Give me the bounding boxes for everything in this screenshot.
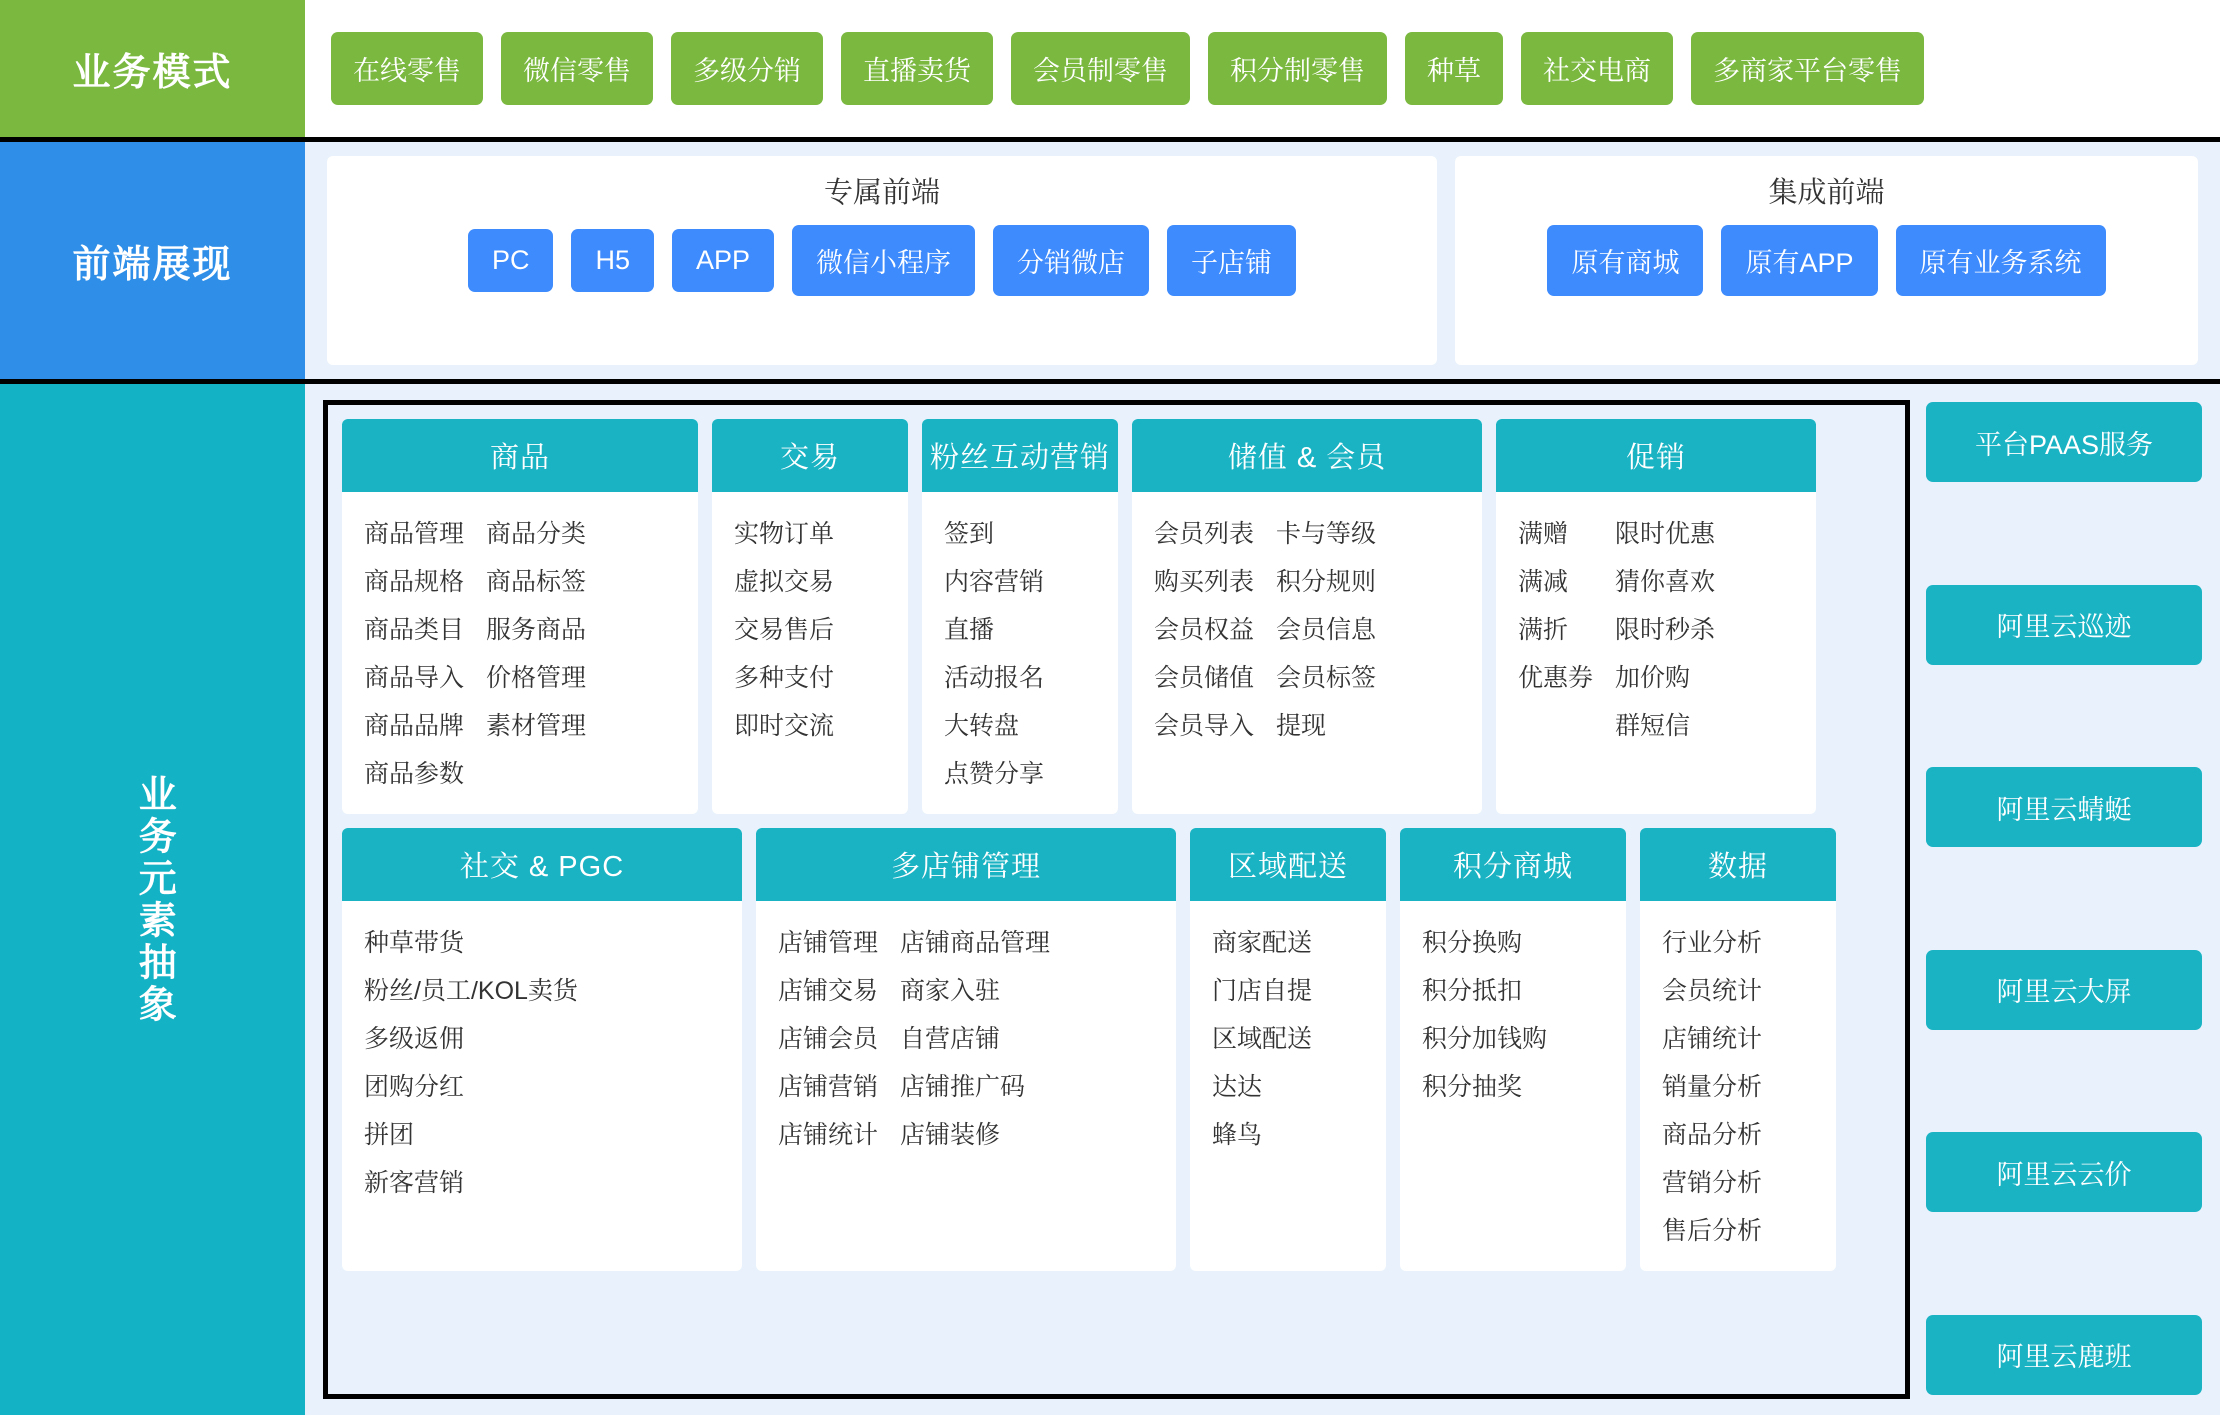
module-title-multishop: 多店铺管理: [756, 828, 1176, 901]
module-item[interactable]: 商品管理: [364, 520, 465, 548]
module-item[interactable]: 种草带货: [364, 929, 465, 957]
module-column: [1518, 510, 1593, 750]
module-item[interactable]: 店铺统计: [778, 1121, 879, 1149]
module-column: [1276, 510, 1376, 750]
module-body-fan-marketing: [922, 492, 1118, 814]
rail-chip-luban[interactable]: 阿里云鹿班: [1926, 1315, 2202, 1395]
module-item[interactable]: 会员储值: [1154, 664, 1255, 692]
module-item[interactable]: 团购分红: [364, 1073, 465, 1101]
module-card-promotion: [1496, 419, 1816, 814]
module-card-trade: [712, 419, 908, 814]
module-item[interactable]: 直播: [944, 616, 995, 644]
module-column: [1615, 510, 1715, 750]
module-column: [486, 510, 586, 798]
module-column: [900, 919, 1050, 1159]
module-card-goods: [342, 419, 698, 814]
module-item[interactable]: 活动报名: [944, 664, 1045, 692]
business-model-chip[interactable]: 在线零售: [331, 32, 483, 105]
module-item[interactable]: 区域配送: [1212, 1025, 1313, 1053]
frontend-chip-pc[interactable]: PC: [468, 229, 554, 292]
module-title-trade: 交易: [712, 419, 908, 492]
module-item[interactable]: 加价购: [1615, 664, 1691, 692]
module-item[interactable]: 猜你喜欢: [1615, 568, 1716, 596]
module-title-social-pgc: 社交 & PGC: [342, 828, 742, 901]
module-title-data: 数据: [1640, 828, 1836, 901]
dedicated-frontend-chip-list: [468, 225, 1296, 296]
business-elements-body: [305, 384, 2220, 1415]
module-item[interactable]: 粉丝/员工/KOL卖货: [364, 977, 578, 1005]
module-item[interactable]: 拼团: [364, 1121, 415, 1149]
integrated-frontend-panel: [1455, 156, 2198, 365]
frontend-chip-existing-mall[interactable]: 原有商城: [1547, 225, 1703, 296]
module-column: [1154, 510, 1254, 750]
module-item[interactable]: 商品导入: [364, 664, 465, 692]
business-elements-label: [0, 384, 305, 1415]
dedicated-frontend-title: 专属前端: [823, 177, 940, 209]
frontend-chip-existing-system[interactable]: 原有业务系统: [1896, 225, 2106, 296]
module-item[interactable]: 优惠券: [1518, 664, 1594, 692]
frontend-panels: [305, 142, 2220, 379]
rail-chip-paas[interactable]: 平台PAAS服务: [1926, 402, 2202, 482]
rail-chip-xunji[interactable]: 阿里云巡迹: [1926, 585, 2202, 665]
business-model-chip[interactable]: 直播卖货: [841, 32, 993, 105]
business-model-chip[interactable]: 社交电商: [1521, 32, 1673, 105]
module-item[interactable]: 多种支付: [734, 664, 835, 692]
business-model-chip[interactable]: 会员制零售: [1011, 32, 1190, 105]
module-item[interactable]: 售后分析: [1662, 1217, 1763, 1245]
module-item[interactable]: 店铺交易: [778, 977, 879, 1005]
core-modules-top-row: [342, 419, 1891, 814]
module-column: [1662, 919, 1762, 1255]
module-column: [364, 510, 464, 798]
module-item[interactable]: 会员信息: [1276, 616, 1377, 644]
module-item[interactable]: 会员导入: [1154, 712, 1255, 740]
module-item[interactable]: 大转盘: [944, 712, 1020, 740]
module-column: [734, 510, 834, 750]
module-item[interactable]: 签到: [944, 520, 995, 548]
module-item[interactable]: 内容营销: [944, 568, 1045, 596]
business-model-chip[interactable]: 积分制零售: [1208, 32, 1387, 105]
module-item[interactable]: 商品分析: [1662, 1121, 1763, 1149]
module-column: [1422, 919, 1547, 1111]
rail-chip-daping[interactable]: 阿里云大屏: [1926, 950, 2202, 1030]
module-item[interactable]: 点赞分享: [944, 760, 1045, 788]
module-item[interactable]: 虚拟交易: [734, 568, 835, 596]
module-item[interactable]: 商品分类: [486, 520, 587, 548]
module-item[interactable]: 积分换购: [1422, 929, 1523, 957]
module-item[interactable]: 价格管理: [486, 664, 587, 692]
module-item[interactable]: 店铺商品管理: [900, 929, 1051, 957]
frontend-chip-app[interactable]: APP: [672, 229, 774, 292]
module-item[interactable]: 商品规格: [364, 568, 465, 596]
business-model-chip[interactable]: 多级分销: [671, 32, 823, 105]
module-item[interactable]: 达达: [1212, 1073, 1263, 1101]
business-elements-row: [0, 384, 2220, 1415]
module-item[interactable]: 限时秒杀: [1615, 616, 1716, 644]
module-item[interactable]: 积分抽奖: [1422, 1073, 1523, 1101]
frontend-chip-existing-app[interactable]: 原有APP: [1721, 225, 1877, 296]
module-title-region-delivery: 区域配送: [1190, 828, 1386, 901]
module-body-goods: [342, 492, 698, 814]
module-body-social-pgc: [342, 901, 742, 1223]
module-body-region-delivery: [1190, 901, 1386, 1175]
module-body-data: [1640, 901, 1836, 1271]
rail-chip-qingting[interactable]: 阿里云蜻蜓: [1926, 767, 2202, 847]
integrated-frontend-chip-list: [1547, 225, 2105, 296]
module-title-fan-marketing: 粉丝互动营销: [922, 419, 1118, 492]
module-card-points-mall: [1400, 828, 1626, 1271]
business-model-chip-list: [305, 0, 2220, 137]
module-item[interactable]: 蜂鸟: [1212, 1121, 1263, 1149]
module-item[interactable]: 素材管理: [486, 712, 587, 740]
module-item[interactable]: 会员标签: [1276, 664, 1377, 692]
integrated-frontend-title: 集成前端: [1768, 177, 1885, 209]
rail-chip-yunjia[interactable]: 阿里云云价: [1926, 1132, 2202, 1212]
business-model-chip[interactable]: 微信零售: [501, 32, 653, 105]
platform-services-rail: [1926, 400, 2202, 1399]
module-item[interactable]: 行业分析: [1662, 929, 1763, 957]
module-item[interactable]: 新客营销: [364, 1169, 465, 1197]
frontend-chip-sub-shop[interactable]: 子店铺: [1167, 225, 1296, 296]
module-item[interactable]: 商品品牌: [364, 712, 465, 740]
module-item[interactable]: 店铺推广码: [900, 1073, 1026, 1101]
module-card-region-delivery: [1190, 828, 1386, 1271]
module-item[interactable]: 提现: [1276, 712, 1327, 740]
module-body-promotion: [1496, 492, 1816, 766]
module-item[interactable]: 商家入驻: [900, 977, 1001, 1005]
module-body-multishop: [756, 901, 1176, 1175]
module-card-data: [1640, 828, 1836, 1271]
module-item[interactable]: 积分抵扣: [1422, 977, 1523, 1005]
module-item[interactable]: 服务商品: [486, 616, 587, 644]
frontend-chip-h5[interactable]: H5: [571, 229, 654, 292]
module-item[interactable]: 商品类目: [364, 616, 465, 644]
module-item[interactable]: 实物订单: [734, 520, 835, 548]
module-card-multishop: [756, 828, 1176, 1271]
module-title-goods: 商品: [342, 419, 698, 492]
module-item[interactable]: 满减: [1518, 568, 1569, 596]
module-column: [364, 919, 578, 1207]
module-body-trade: [712, 492, 908, 766]
module-column: [944, 510, 1044, 798]
module-item[interactable]: 满折: [1518, 616, 1569, 644]
module-title-member: 储值 & 会员: [1132, 419, 1482, 492]
module-body-points-mall: [1400, 901, 1626, 1127]
module-item[interactable]: 多级返佣: [364, 1025, 465, 1053]
business-elements-label-text: 业务元素抽象: [132, 773, 175, 1026]
module-item[interactable]: 满赠: [1518, 520, 1569, 548]
module-title-promotion: 促销: [1496, 419, 1816, 492]
module-item[interactable]: 即时交流: [734, 712, 835, 740]
module-item[interactable]: 店铺营销: [778, 1073, 879, 1101]
module-item[interactable]: 会员权益: [1154, 616, 1255, 644]
module-item[interactable]: 商品参数: [364, 760, 465, 788]
module-item[interactable]: 交易售后: [734, 616, 835, 644]
business-model-label: 业务模式: [0, 0, 305, 137]
module-item[interactable]: 限时优惠: [1615, 520, 1716, 548]
frontend-chip-distribution-shop[interactable]: 分销微店: [993, 225, 1149, 296]
module-item[interactable]: 自营店铺: [900, 1025, 1001, 1053]
business-model-chip[interactable]: 多商家平台零售: [1691, 32, 1924, 105]
core-modules-container: [323, 400, 1910, 1399]
module-item[interactable]: 积分加钱购: [1422, 1025, 1548, 1053]
dedicated-frontend-panel: [327, 156, 1437, 365]
module-title-points-mall: 积分商城: [1400, 828, 1626, 901]
frontend-row: [0, 142, 2220, 384]
module-card-fan-marketing: [922, 419, 1118, 814]
business-model-chip[interactable]: 种草: [1405, 32, 1503, 105]
module-item[interactable]: 门店自提: [1212, 977, 1313, 1005]
module-card-social-pgc: [342, 828, 742, 1271]
module-item[interactable]: 销量分析: [1662, 1073, 1763, 1101]
module-item[interactable]: 营销分析: [1662, 1169, 1763, 1197]
module-item[interactable]: 群短信: [1615, 712, 1691, 740]
module-card-member: [1132, 419, 1482, 814]
module-item[interactable]: 店铺管理: [778, 929, 879, 957]
module-body-member: [1132, 492, 1482, 766]
module-item[interactable]: 卡与等级: [1276, 520, 1377, 548]
frontend-chip-miniprogram[interactable]: 微信小程序: [792, 225, 975, 296]
module-item[interactable]: 店铺会员: [778, 1025, 879, 1053]
module-item[interactable]: 购买列表: [1154, 568, 1255, 596]
module-item[interactable]: 店铺装修: [900, 1121, 1001, 1149]
frontend-label: 前端展现: [0, 142, 305, 379]
module-item[interactable]: 商家配送: [1212, 929, 1313, 957]
module-item[interactable]: 商品标签: [486, 568, 587, 596]
module-column: [778, 919, 878, 1159]
module-item[interactable]: 会员统计: [1662, 977, 1763, 1005]
module-item[interactable]: 积分规则: [1276, 568, 1377, 596]
module-column: [1212, 919, 1312, 1159]
module-item[interactable]: 会员列表: [1154, 520, 1255, 548]
core-modules-bottom-row: [342, 828, 1891, 1271]
business-model-row: [0, 0, 2220, 142]
module-item[interactable]: 店铺统计: [1662, 1025, 1763, 1053]
